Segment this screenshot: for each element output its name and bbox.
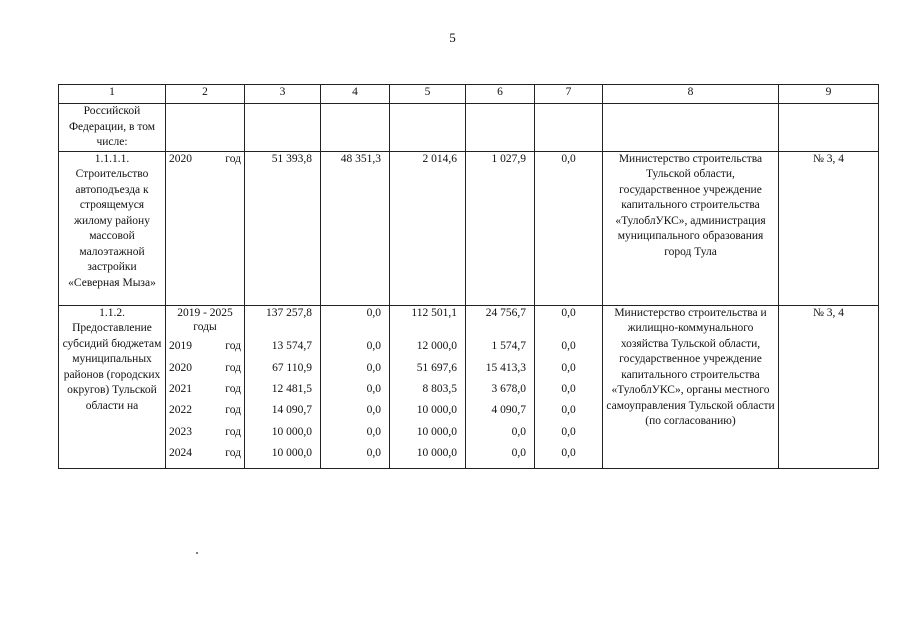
value: 10 000,0	[416, 446, 457, 459]
value: 12 000,0	[416, 340, 457, 353]
year-value: 2021	[169, 382, 192, 395]
header-cell: 5	[390, 85, 466, 104]
period-value: 2019 - 2025	[177, 306, 233, 319]
value: 8 803,5	[422, 382, 457, 395]
executor-cell: Министерство строительства Тульской области, государственное учреждение капитального строительства «ТулоблУКС», администрация муниципального образования город Тула	[603, 151, 779, 305]
header-cell: 3	[245, 85, 321, 104]
value: 15 413,3	[485, 361, 526, 374]
value: 1 574,7	[491, 340, 526, 353]
value-column	[535, 305, 603, 468]
value: 0,0	[366, 361, 381, 374]
scan-speck	[196, 552, 198, 554]
row-name: Российской Федерации, в том числе:	[68, 105, 156, 148]
table-row	[59, 151, 879, 305]
value: 0,0	[366, 404, 381, 417]
year-unit: год	[225, 425, 241, 438]
row-code: 1.1.2.	[99, 306, 125, 319]
reference-cell: № 3, 4	[779, 151, 879, 305]
header-cell: 6	[466, 85, 535, 104]
value: 10 000,0	[271, 446, 312, 459]
row-name-cell	[59, 305, 166, 468]
program-table	[58, 84, 879, 469]
value: 0,0	[366, 340, 381, 353]
value-total: 0,0	[366, 306, 381, 319]
year-cell	[166, 151, 245, 305]
table-row	[59, 305, 879, 468]
header-cell: 4	[321, 85, 390, 104]
year-unit: год	[225, 404, 241, 417]
value-column	[466, 305, 535, 468]
value: 0,0	[561, 404, 576, 417]
year-unit: год	[225, 446, 241, 459]
value: 67 110,9	[272, 361, 312, 374]
header-cell: 1	[59, 85, 166, 104]
value: 10 000,0	[416, 425, 457, 438]
header-cell: 9	[779, 85, 879, 104]
value-column	[321, 305, 390, 468]
value-cell: 2 014,6	[390, 151, 466, 305]
year-value: 2024	[169, 446, 192, 459]
header-cell: 7	[535, 85, 603, 104]
year-value: 2019	[169, 340, 192, 353]
year-unit: год	[225, 382, 241, 395]
value: 51 697,6	[416, 361, 457, 374]
year-value: 2023	[169, 425, 192, 438]
value-cell: 1 027,9	[466, 151, 535, 305]
row-name-cell	[59, 104, 166, 152]
period-unit: годы	[193, 320, 217, 333]
header-row	[59, 85, 879, 104]
header-cell: 2	[166, 85, 245, 104]
value-column	[390, 305, 466, 468]
year-unit: год	[225, 361, 241, 374]
value: 0,0	[511, 425, 526, 438]
year-unit: год	[225, 340, 241, 353]
value: 3 678,0	[491, 382, 526, 395]
value: 10 000,0	[271, 425, 312, 438]
value-cell: 0,0	[535, 151, 603, 305]
page-number: 5	[449, 30, 456, 45]
row-name: Строительство автоподъезда к строящемуся жилому району массовой малоэтажной застройки «Северная Мыза»	[68, 168, 156, 289]
value: 13 574,7	[271, 340, 312, 353]
value: 0,0	[561, 361, 576, 374]
value-total: 0,0	[561, 306, 576, 319]
value-cell: 48 351,3	[321, 151, 390, 305]
row-code: 1.1.1.1.	[94, 152, 130, 165]
value: 0,0	[561, 340, 576, 353]
value-column	[245, 305, 321, 468]
value: 14 090,7	[271, 404, 312, 417]
year-value: 2020	[169, 361, 192, 374]
value: 0,0	[366, 446, 381, 459]
value: 0,0	[561, 425, 576, 438]
row-name: Предоставление субсидий бюджетам муниципальных районов (городских округов) Тульской области на	[62, 322, 162, 412]
value: 10 000,0	[416, 404, 457, 417]
value: 0,0	[366, 382, 381, 395]
year-unit: год	[225, 152, 241, 165]
value: 12 481,5	[271, 382, 312, 395]
value-total: 137 257,8	[266, 306, 312, 319]
value: 0,0	[561, 382, 576, 395]
value-cell: 51 393,8	[245, 151, 321, 305]
value: 0,0	[561, 446, 576, 459]
value-total: 24 756,7	[485, 306, 526, 319]
value-total: 112 501,1	[411, 306, 457, 319]
value: 0,0	[366, 425, 381, 438]
header-cell: 8	[603, 85, 779, 104]
value: 0,0	[511, 446, 526, 459]
year-value: 2020	[169, 152, 192, 165]
year-value: 2022	[169, 404, 192, 417]
value: 4 090,7	[491, 404, 526, 417]
table-row	[59, 104, 879, 152]
executor-cell: Министерство строительства и жилищно-коммунального хозяйства Тульской области, государственное учреждение капитального строительства «ТулоблУКС», органы местного самоуправления Тульской области (по согласованию)	[603, 305, 779, 468]
row-name-cell	[59, 151, 166, 305]
reference-cell: № 3, 4	[779, 305, 879, 468]
year-cell	[166, 305, 245, 468]
